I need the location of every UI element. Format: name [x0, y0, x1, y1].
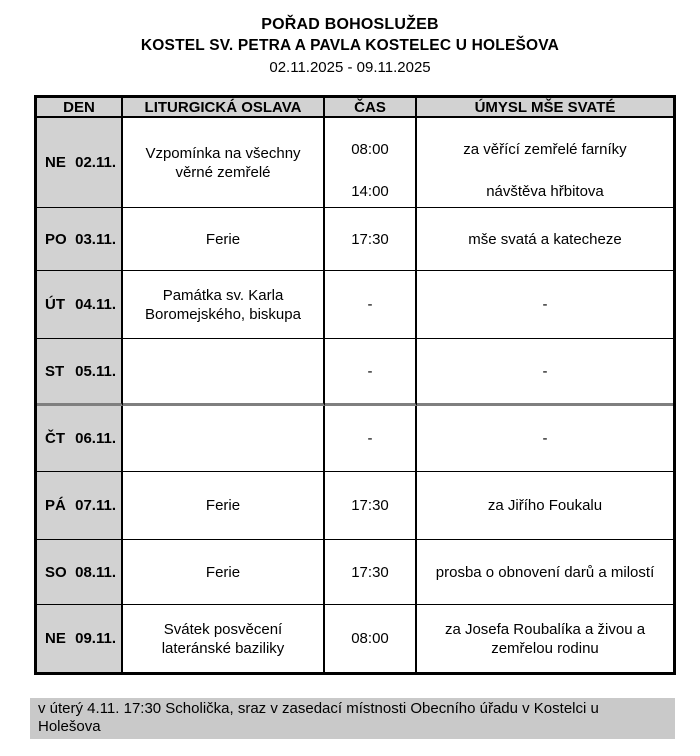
day-abbrev: PO — [45, 230, 67, 248]
feast-cell — [123, 339, 325, 406]
time-cell: 17:30 — [325, 472, 417, 540]
day-abbrev: ST — [45, 362, 65, 380]
day-cell-pa-07-11 — [37, 472, 123, 540]
intention-cell: - — [417, 406, 673, 472]
time-cell: 08:00 — [325, 605, 417, 672]
day-date: 08.11. — [75, 563, 116, 581]
day-abbrev: NE — [45, 154, 66, 171]
time-cell: - — [325, 271, 417, 339]
day-date: 09.11. — [75, 630, 116, 647]
time-cell: - — [325, 406, 417, 472]
title-block — [0, 14, 700, 78]
intention-cell — [417, 118, 673, 208]
date-range: 02.11.2025 - 09.11.2025 — [269, 59, 431, 76]
document-title: POŘAD BOHOSLUŽEB — [261, 16, 439, 33]
column-header-umysl-mse-svate: ÚMYSL MŠE SVATÉ — [417, 98, 673, 118]
time-cell: 17:30 — [325, 540, 417, 605]
day-abbrev: PÁ — [45, 497, 66, 514]
intention-cell: mše svatá a katecheze — [417, 208, 673, 271]
day-cell-ne-09-11 — [37, 605, 123, 672]
day-date: 03.11. — [75, 230, 116, 248]
intention-cell: - — [417, 339, 673, 406]
feast-cell: Svátek posvěcení lateránské baziliky — [123, 605, 325, 672]
time-cell — [325, 118, 417, 208]
time-value: 08:00 — [351, 141, 389, 158]
time-cell: 17:30 — [325, 208, 417, 271]
intention-cell: za Josefa Roubalíka a živou a zemřelou rodinu — [444, 620, 646, 657]
feast-cell: Památka sv. Karla Boromejského, biskupa — [123, 271, 325, 339]
day-date: 02.11. — [75, 154, 116, 171]
intention-value: návštěva hřbitova — [486, 183, 604, 200]
column-header-cas: ČAS — [325, 98, 417, 118]
day-cell-so-08-11 — [37, 540, 123, 605]
day-cell-ne-02-11 — [37, 118, 123, 208]
day-cell-po-03-11 — [37, 208, 123, 271]
day-date: 06.11. — [75, 430, 116, 447]
feast-cell: Vzpomínka na všechny věrné zemřelé — [123, 118, 325, 208]
intention-value: za věřící zemřelé farníky — [463, 141, 627, 158]
feast-cell — [123, 406, 325, 472]
intention-cell: prosba o obnovení darů a milostí — [417, 540, 673, 605]
feast-cell: Ferie — [123, 208, 325, 271]
day-cell-ut-04-11 — [37, 271, 123, 339]
announcement-note — [30, 698, 675, 739]
intention-cell: za Jiřího Foukalu — [417, 472, 673, 540]
day-abbrev: ÚT — [45, 296, 65, 313]
day-date: 04.11. — [75, 296, 116, 313]
day-date: 05.11. — [75, 362, 116, 380]
column-header-liturgicka-oslava: LITURGICKÁ OSLAVA — [123, 98, 325, 118]
schedule-table — [34, 95, 676, 675]
announcement-text: v úterý 4.11. 17:30 Scholička, sraz v zasedací místnosti Obecního úřadu v Kostelci u Holešova — [38, 700, 599, 735]
time-cell: - — [325, 339, 417, 406]
day-date: 07.11. — [75, 497, 116, 514]
time-value: 14:00 — [351, 183, 389, 200]
day-cell-st-05-11 — [37, 339, 123, 406]
day-abbrev: SO — [45, 563, 67, 581]
feast-cell: Ferie — [123, 540, 325, 605]
column-header-den: DEN — [37, 98, 123, 118]
day-cell-ct-06-11 — [37, 406, 123, 472]
day-abbrev: NE — [45, 630, 66, 647]
church-name: KOSTEL SV. PETRA A PAVLA KOSTELEC U HOLEŠOVA — [140, 37, 560, 54]
feast-cell: Ferie — [123, 472, 325, 540]
day-abbrev: ČT — [45, 430, 65, 447]
intention-cell: - — [417, 271, 673, 339]
